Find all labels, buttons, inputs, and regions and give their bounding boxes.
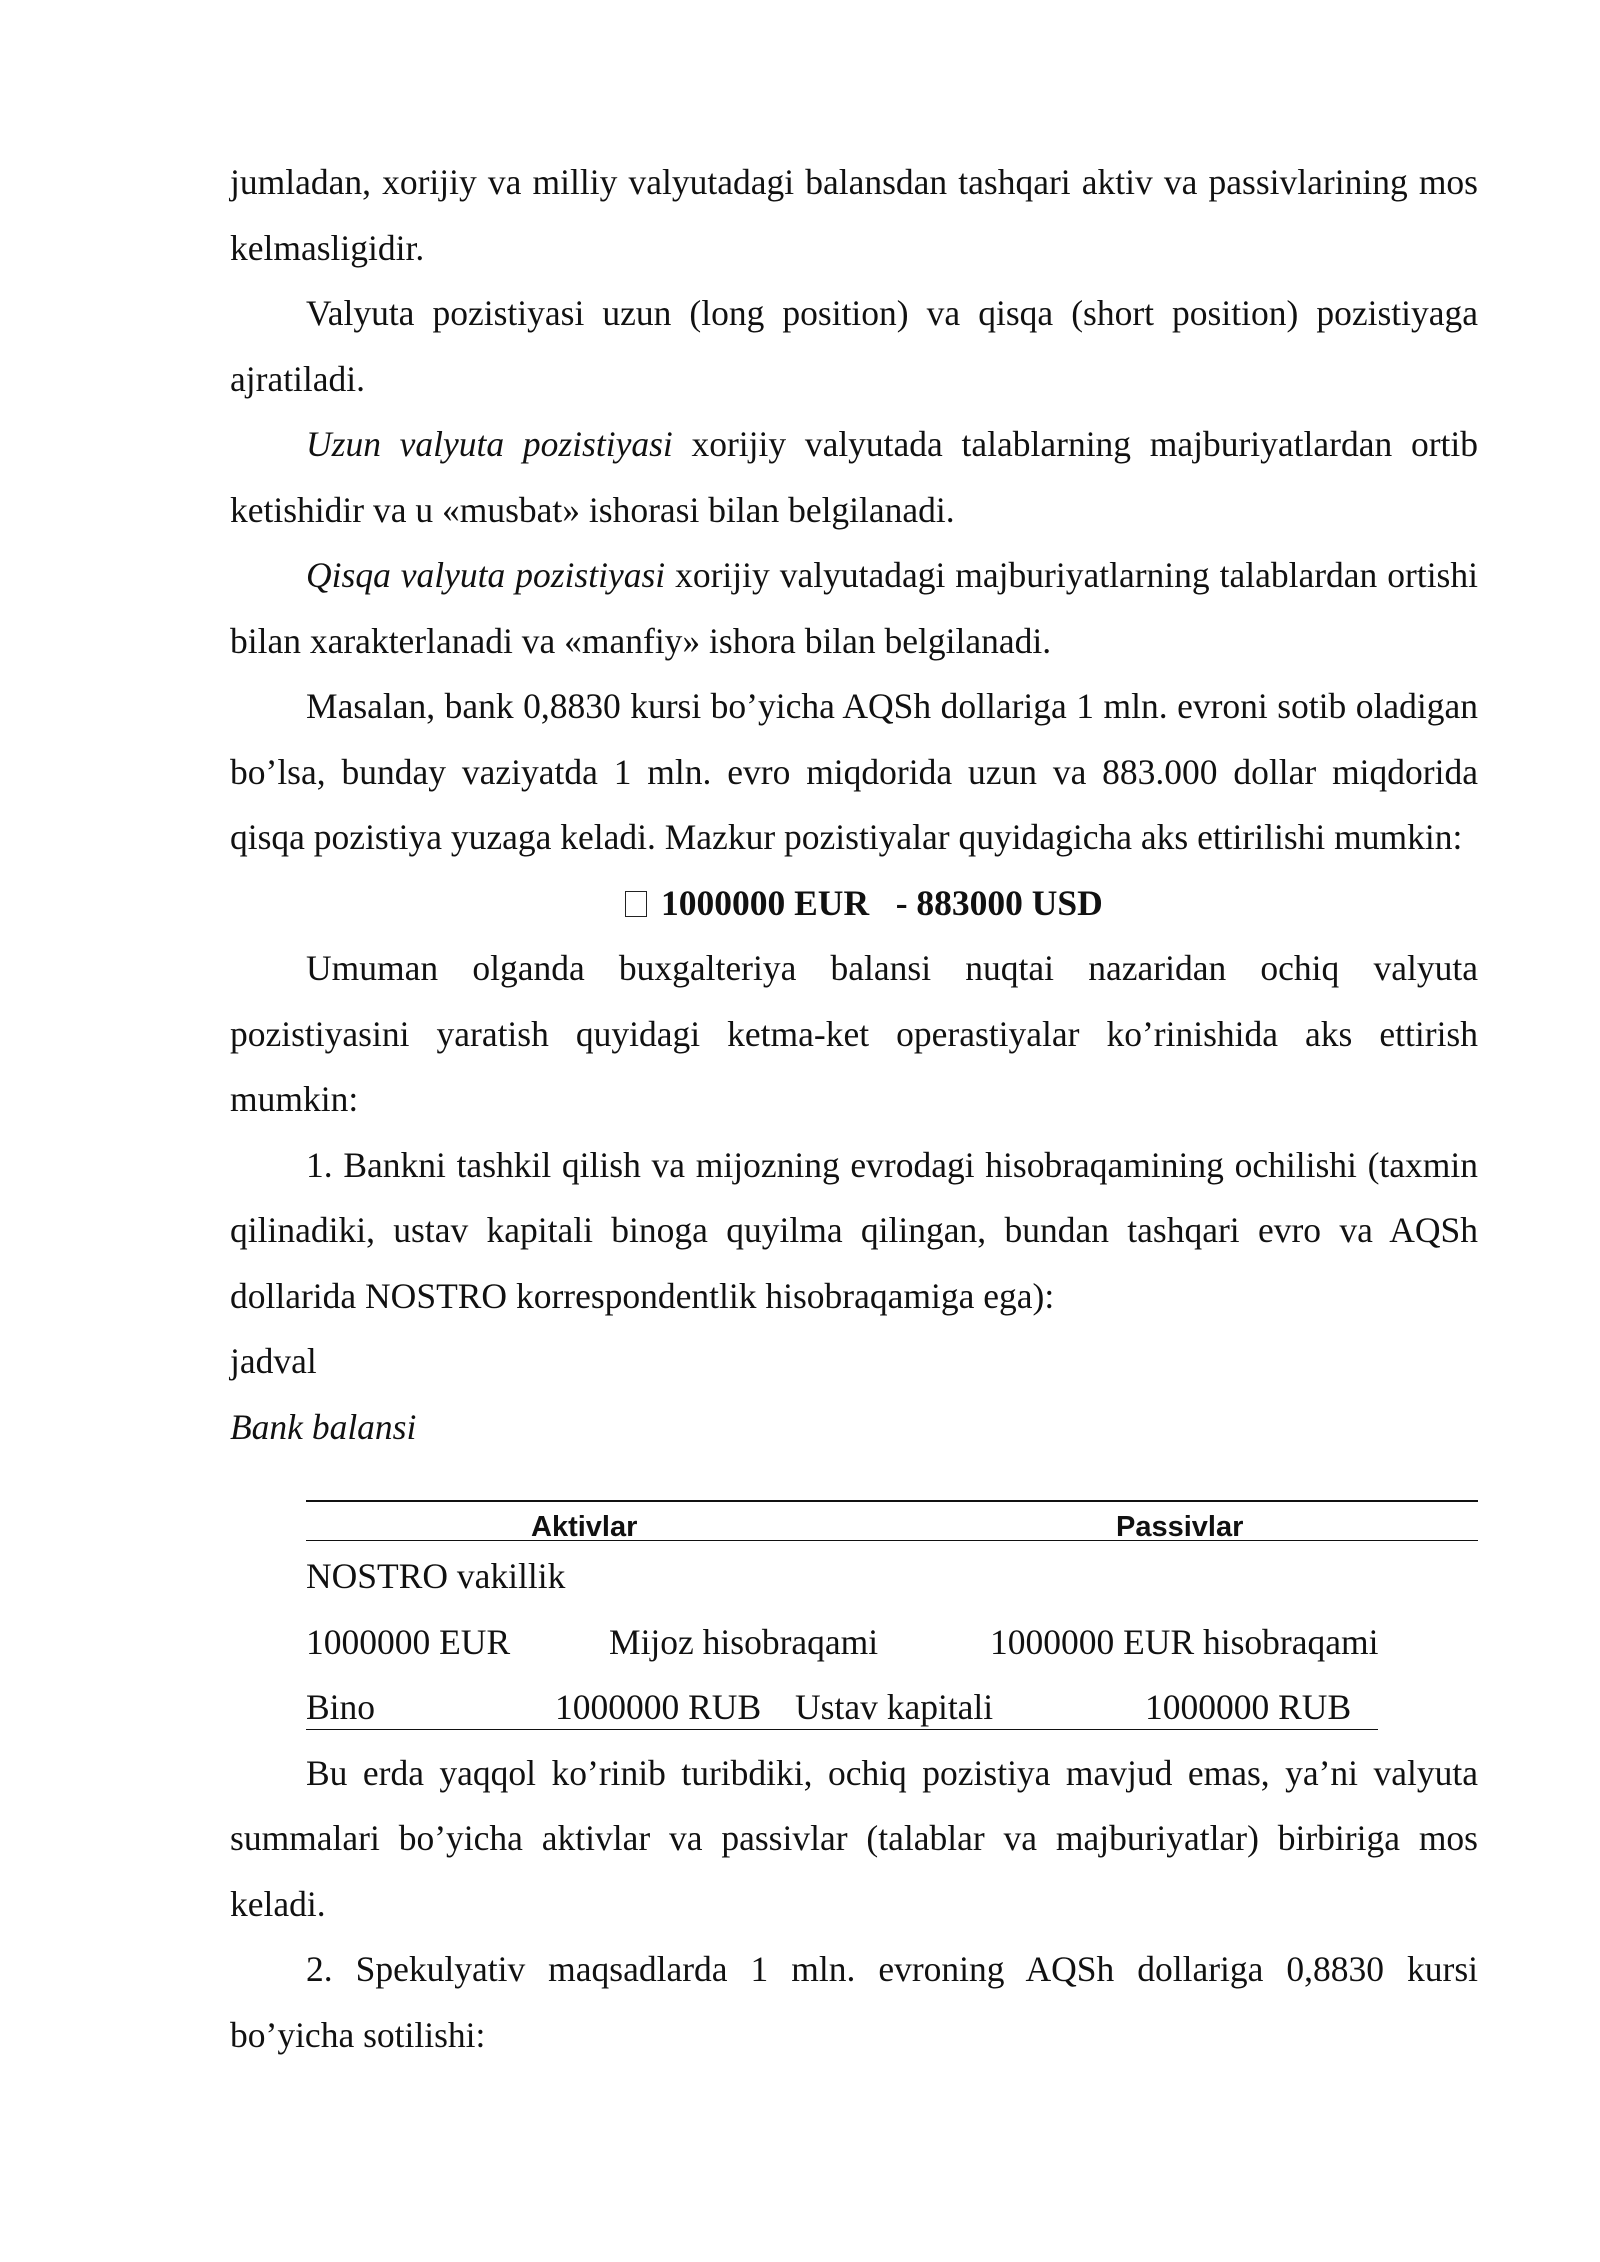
table-row (306, 1610, 1478, 1676)
paragraph-short-position (230, 543, 1478, 674)
table-label: jadval (230, 1341, 317, 1381)
definition-short-position: xorijiy valyutadagi majburiyatlarning talablardan ortishi bilan xarakterlanadi va «manfiy» ishora bilan belgilanadi. (230, 555, 1478, 661)
table-cell: Ustav kapitali (795, 1687, 994, 1727)
paragraph-balance-view: Umuman olganda buxgalteriya balansi nuqtai nazaridan ochiq valyuta pozistiyasini yaratish quyidagi ketma-ket operastiyalar ko’rinishida aks ettirish mumkin: (230, 948, 1478, 1119)
definition-long-position: xorijiy valyutada talablarning majburiyatlardan ortib ketishidir va u «musbat» ishorasi bilan belgilanadi. (230, 424, 1478, 530)
table-title: Bank balansi (230, 1406, 417, 1447)
table-cell: NOSTRO vakillik (306, 1556, 566, 1596)
paragraph-step-1: 1. Bankni tashkil qilish va mijozning evrodagi hisobraqamining ochilishi (taxmin qilinadiki, ustav kapitali binoga quyilma qilingan, bundan tashqari evro va AQSh dollarida NOSTRO korrespondentlik hisobraqamiga ega): (230, 1144, 1478, 1316)
header-liabilities: Passivlar (1116, 1511, 1244, 1543)
paragraph-example: Masalan, bank 0,8830 kursi bo’yicha AQSh dollariga 1 mln. evroni sotib oladigan bo’lsa, bunday vaziyatda 1 mln. evro miqdorida uzun va 883.000 dollar miqdorida qisqa pozistiya yuzaga keladi. Mazkur pozistiyalar quyidagicha aks ettirilishi mumkin: (230, 686, 1478, 857)
table-row (306, 1675, 1478, 1741)
term-short-position: Qisqa valyuta pozistiyasi (306, 555, 666, 595)
paragraph-position-types: Valyuta pozistiyasi uzun (long position) va qisqa (short position) pozistiyaga ajratiladi. (230, 293, 1478, 399)
table-top-rule (306, 1500, 1478, 1502)
table-cell: 1000000 EUR (306, 1621, 511, 1662)
paragraph-no-open-position: Bu erda yaqqol ko’rinib turibdiki, ochiq pozistiya mavjud emas, ya’ni valyuta summalari bo’yicha aktivlar va passivlar (talablar va majburiyatlar) birbiriga mos keladi. (230, 1752, 1478, 1924)
table-cell: Bino (306, 1687, 376, 1727)
document-page (230, 150, 1478, 2068)
table-cell: 1000000 EUR hisobraqami (990, 1621, 1379, 1662)
table-cell: 1000000 RUB (555, 1687, 762, 1727)
paragraph-intro: jumladan, xorijiy va milliy valyutadagi balansdan tashqari aktiv va passivlarining mos kelmasligidir. (230, 162, 1478, 268)
table-row (306, 1544, 1478, 1610)
paragraph-long-position (230, 412, 1478, 543)
paragraph-step-2: 2. Spekulyativ maqsadlarda 1 mln. evroning AQSh dollariga 0,8830 kursi bo’yicha sotilishi: (230, 1949, 1478, 2055)
formula-text: 1000000 EUR - 883000 USD (661, 882, 1103, 923)
table-header-rule (306, 1540, 1478, 1541)
table-cell: Mijoz hisobraqami (609, 1621, 879, 1662)
formula-line (230, 871, 1478, 937)
balance-table-header (306, 1460, 1478, 1544)
header-assets: Aktivlar (531, 1511, 638, 1543)
term-long-position: Uzun valyuta pozistiyasi (306, 424, 673, 464)
missing-glyph-icon (625, 891, 647, 917)
table-cell: 1000000 RUB (1145, 1687, 1352, 1727)
